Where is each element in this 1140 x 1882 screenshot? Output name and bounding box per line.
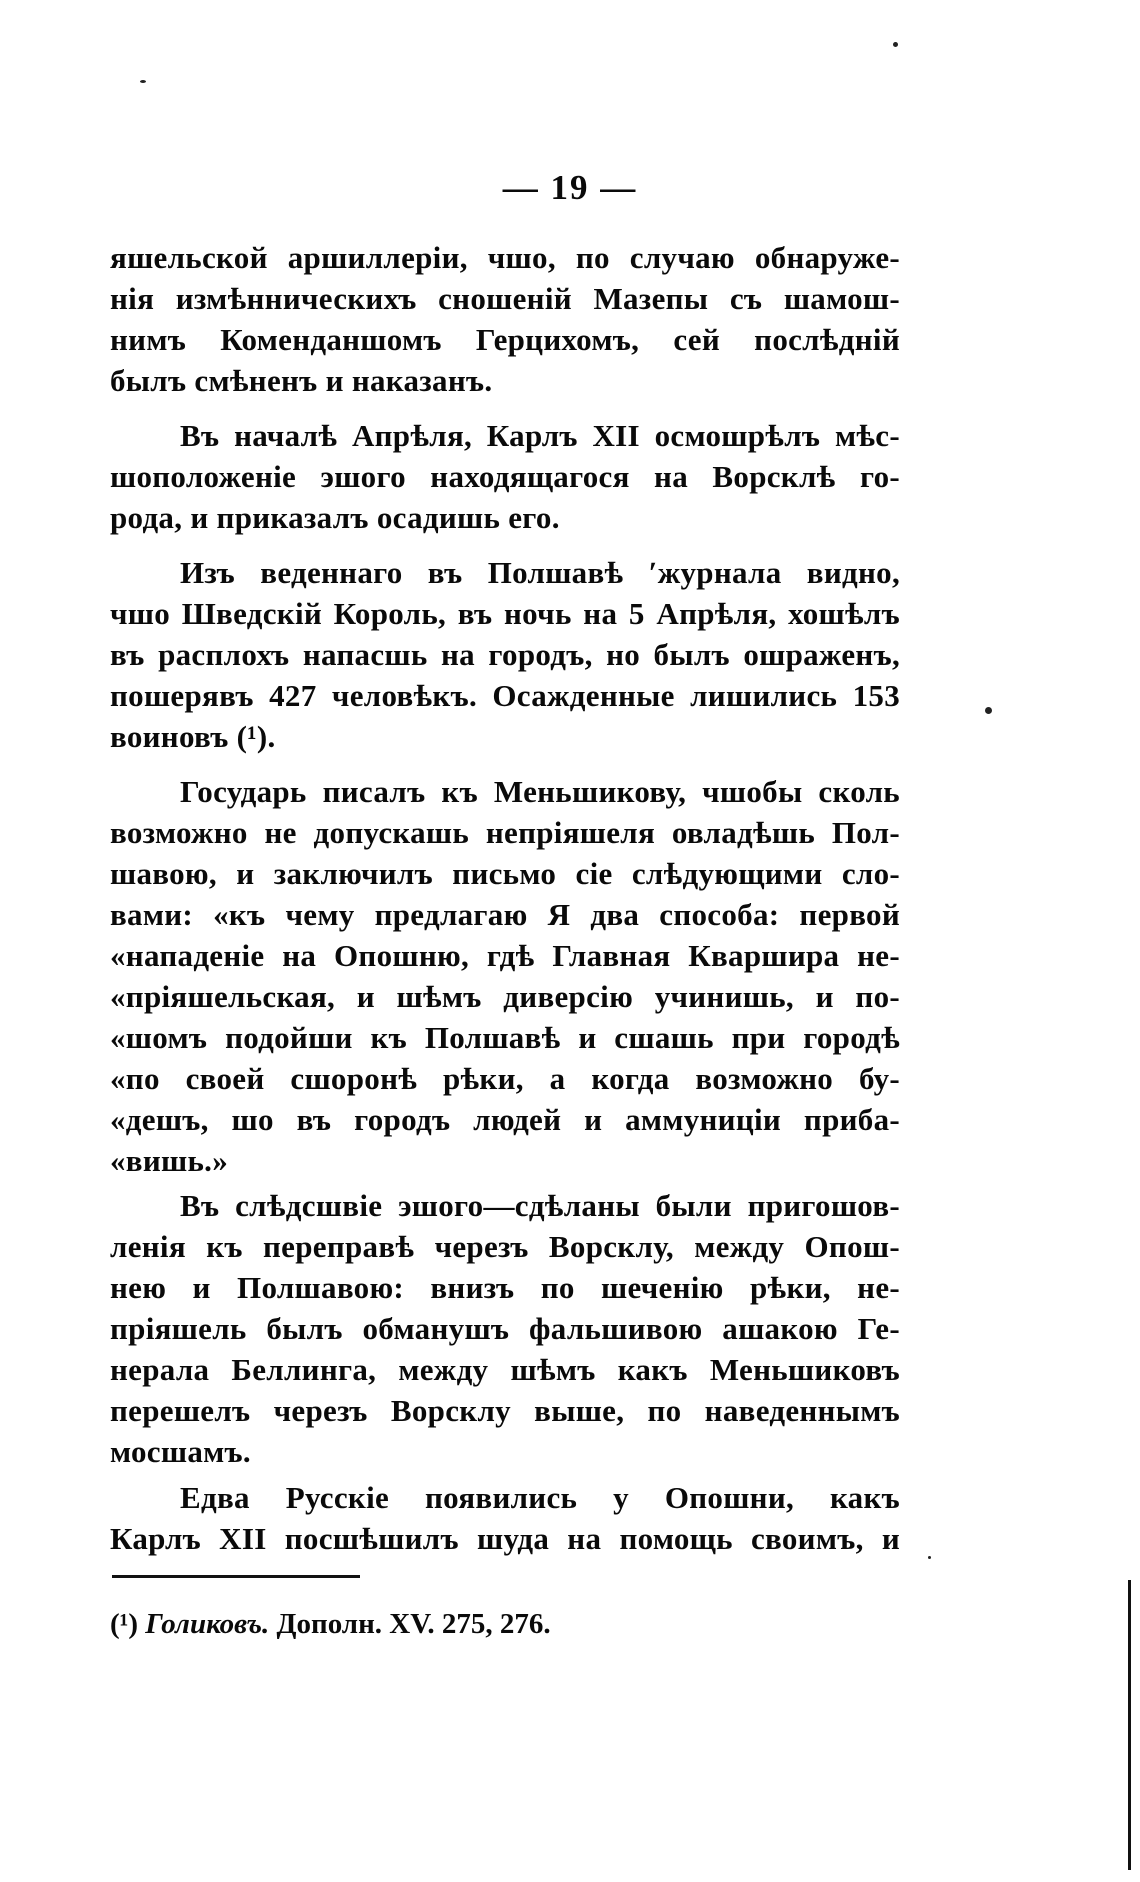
text-line: нимъ Коменданшомъ Герцихомъ, сей послѣдній: [110, 322, 900, 357]
footnote-marker: (¹): [110, 1608, 139, 1640]
text-line: былъ смѣненъ и наказанъ.: [110, 363, 493, 398]
footnote-reference: Дополн. XV. 275, 276.: [276, 1608, 551, 1640]
text-line: чшо Шведскій Король, въ ночь на 5 Апрѣля, хошѣлъ: [110, 596, 900, 631]
text-line: пошерявъ 427 человѣкъ. Осажденные лишились 153: [110, 678, 900, 713]
text-line: «по своей сшоронѣ рѣки, а когда возможно бу-: [110, 1061, 900, 1096]
text-line: «вишь.»: [110, 1143, 229, 1178]
text-line: Изъ веденнаго въ Полшавѣ ʹжурнала видно,: [180, 555, 900, 590]
text-line: рода, и приказалъ осадишь его.: [110, 500, 560, 535]
text-line: «дешъ, шо въ городъ людей и аммуниціи приба-: [110, 1102, 900, 1137]
text-line: Въ началѣ Апрѣля, Карлъ XII осмошрѣлъ мѣс-: [180, 418, 900, 453]
text-line: нерала Беллинга, между шѣмъ какъ Меньшиковъ: [110, 1352, 900, 1387]
text-line: нею и Полшавою: внизъ по шеченію рѣки, не-: [110, 1270, 900, 1305]
text-line: «шомъ подойши къ Полшавѣ и сшашь при городѣ: [110, 1020, 900, 1055]
scan-speck: [893, 42, 898, 47]
text-line: перешелъ черезъ Ворсклу выше, по наведеннымъ: [110, 1393, 900, 1428]
text-line: возможно не допускашь непріяшеля овладѣшь Пол-: [110, 815, 900, 850]
scan-speck: [928, 1556, 931, 1559]
text-line: пріяшель былъ обманушъ фальшивою ашакою Ге-: [110, 1311, 900, 1346]
footnote: [110, 1608, 551, 1641]
footnote-author: Голиковъ.: [145, 1608, 270, 1640]
text-line: шавою, и заключилъ письмо сіе слѣдующими сло-: [110, 856, 900, 891]
text-line: яшельской аршиллеріи, чшо, по случаю обнаруже-: [110, 240, 900, 275]
text-line: Карлъ XII посшѣшилъ шуда на помощь своимъ, и: [110, 1521, 900, 1556]
text-line: Едва Русскіе появились у Опошни, какъ: [180, 1480, 900, 1515]
page-number: — 19 —: [502, 168, 638, 207]
text-line: Въ слѣдсшвіе эшого—сдѣланы были пригошов-: [180, 1188, 900, 1223]
text-line: мосшамъ.: [110, 1434, 251, 1469]
text-line: вами: «къ чему предлагаю Я два способа: первой: [110, 897, 900, 932]
text-line: «пріяшельская, и шѣмъ диверсію учинишь, и по-: [110, 979, 900, 1014]
text-line: нія измѣнническихъ сношеній Мазепы съ шамош-: [110, 281, 900, 316]
page-edge-line: [1128, 1580, 1131, 1870]
text-line: шоположеніе эшого находящагося на Ворсклѣ го-: [110, 459, 900, 494]
text-line: «нападеніе на Опошню, гдѣ Главная Кваршира не-: [110, 938, 900, 973]
scan-speck: [140, 80, 146, 83]
scan-speck: [985, 707, 992, 714]
text-line: ленія къ переправѣ черезъ Ворсклу, между Опош-: [110, 1229, 900, 1264]
text-line: Государь писалъ къ Меньшикову, чшобы сколь: [180, 774, 900, 809]
footnote-rule: [112, 1575, 360, 1578]
text-line: въ расплохъ напасшь на городъ, но былъ ошраженъ,: [110, 637, 900, 672]
text-line: воиновъ (¹).: [110, 719, 276, 754]
